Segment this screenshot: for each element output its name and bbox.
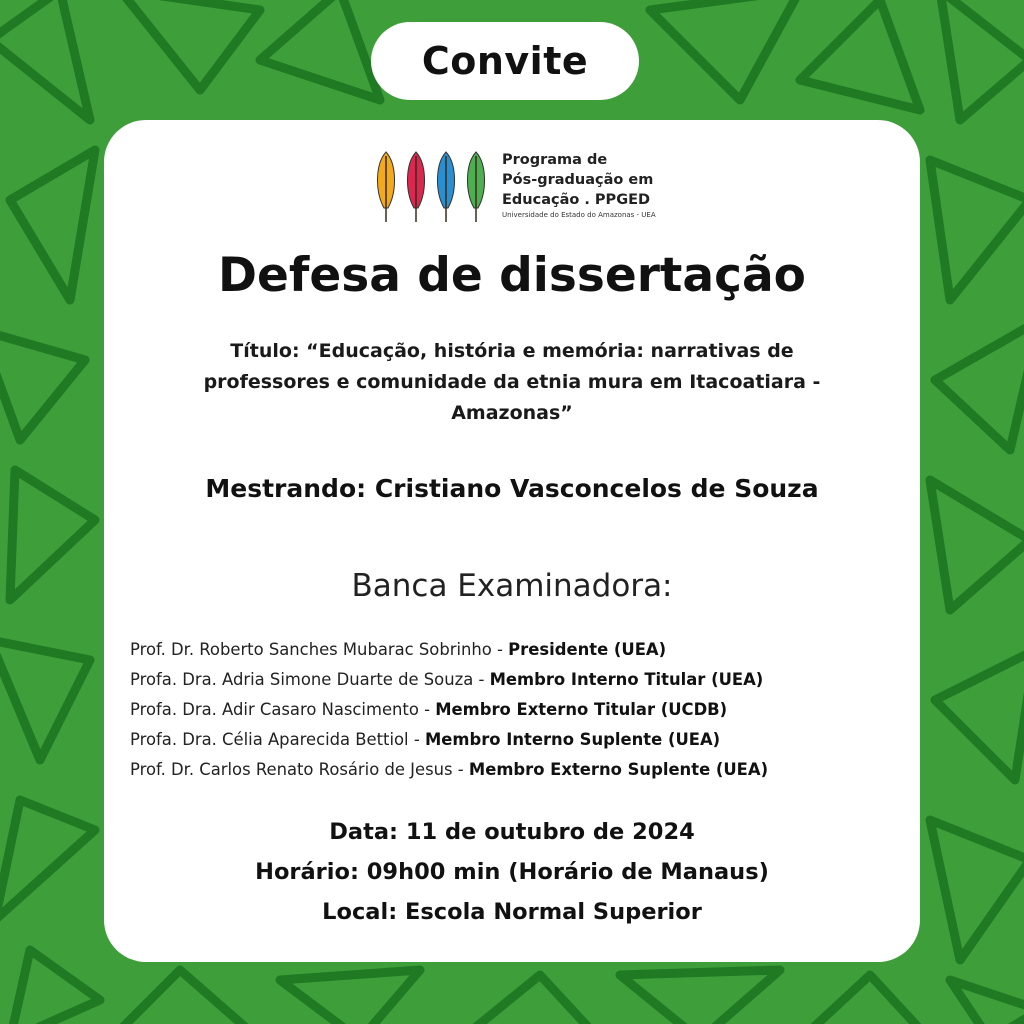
event-date: Data: 11 de outubro de 2024 xyxy=(329,819,695,845)
logo-line-3: Educação . PPGED xyxy=(502,192,651,208)
title-line-1: Título: “Educação, história e memória: narrativas de xyxy=(230,340,794,362)
logo-line-1: Programa de xyxy=(502,152,608,168)
invitation-label: Convite xyxy=(421,39,589,83)
invitation-badge xyxy=(371,22,639,100)
student-name: Mestrando: Cristiano Vasconcelos de Souza xyxy=(205,474,819,503)
committee-list xyxy=(130,635,768,785)
invitation-card xyxy=(104,120,920,962)
member-name: Profa. Dra. Adir Casaro Nascimento - xyxy=(130,700,436,719)
member-name: Prof. Dr. Roberto Sanches Mubarac Sobrinho - xyxy=(130,640,509,659)
committee-member xyxy=(130,725,768,755)
committee-member xyxy=(130,695,768,725)
member-name: Profa. Dra. Adria Simone Duarte de Souza - xyxy=(130,670,490,689)
committee-heading: Banca Examinadora: xyxy=(351,568,673,604)
title-line-2: professores e comunidade da etnia mura em Itacoatiara - xyxy=(203,371,821,393)
member-role: Membro Externo Suplente (UEA) xyxy=(468,760,769,779)
member-name: Prof. Dr. Carlos Renato Rosário de Jesus - xyxy=(130,760,469,779)
title-line-3: Amazonas” xyxy=(451,402,573,424)
page-heading: Defesa de dissertação xyxy=(218,248,806,303)
member-name: Profa. Dra. Célia Aparecida Bettiol - xyxy=(130,730,425,749)
member-role: Presidente (UEA) xyxy=(508,640,667,659)
committee-member xyxy=(130,635,768,665)
logo-line-2: Pós-graduação em xyxy=(502,172,654,188)
event-details xyxy=(104,812,920,932)
logo-text xyxy=(502,150,656,220)
committee-member xyxy=(130,755,768,785)
ppged-logo xyxy=(374,148,694,228)
event-time: Horário: 09h00 min (Horário de Manaus) xyxy=(255,859,769,885)
feathers-icon xyxy=(374,148,494,228)
logo-subtitle: Universidade do Estado do Amazonas - UEA xyxy=(502,211,656,219)
member-role: Membro Externo Titular (UCDB) xyxy=(435,700,728,719)
committee-member xyxy=(130,665,768,695)
event-place: Local: Escola Normal Superior xyxy=(322,899,702,925)
member-role: Membro Interno Suplente (UEA) xyxy=(424,730,721,749)
dissertation-title xyxy=(144,336,880,429)
member-role: Membro Interno Titular (UEA) xyxy=(489,670,764,689)
